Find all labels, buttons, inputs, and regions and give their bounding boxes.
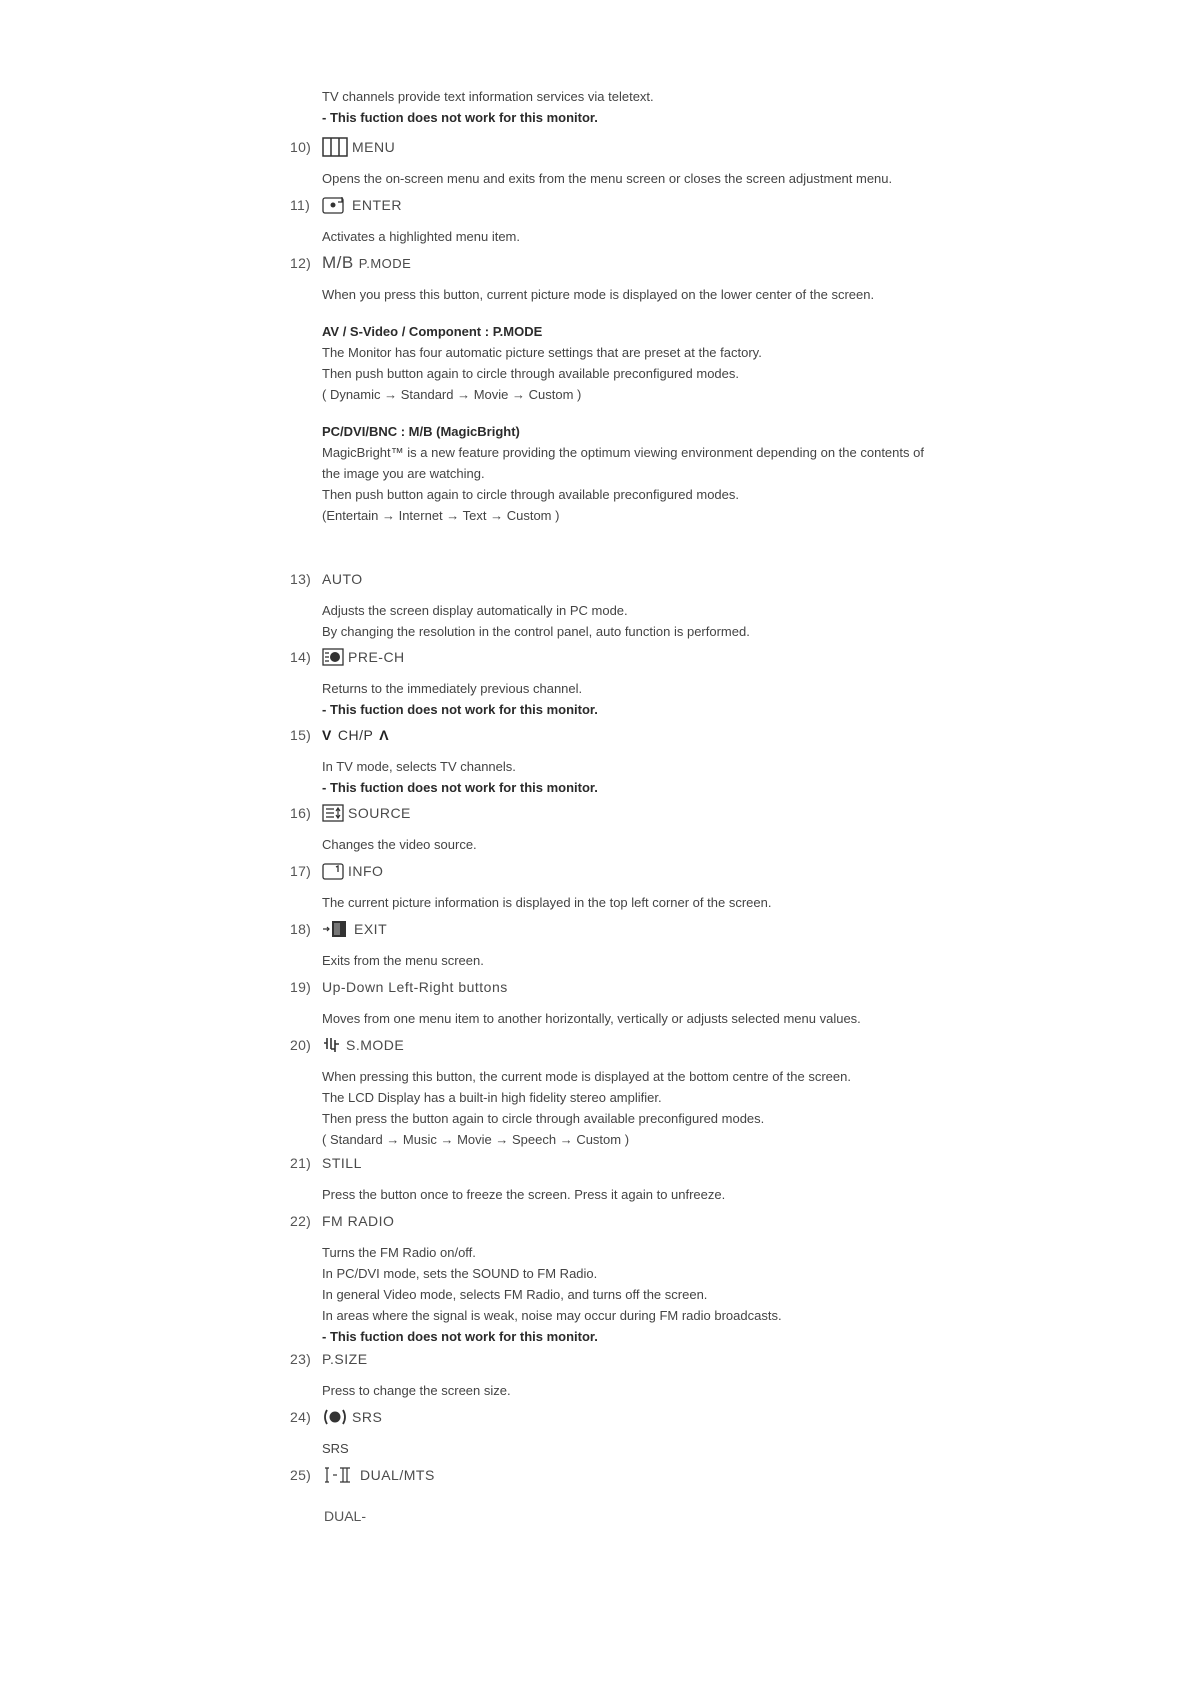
item-description: When pressing this button, the current mode is displayed at the bottom centre of the screen.	[322, 1069, 851, 1084]
item-menu	[290, 134, 1150, 189]
item-dual-mts	[290, 1462, 1150, 1527]
intro-note: - This fuction does not work for this monitor.	[322, 110, 598, 125]
sub-section-line: The Monitor has four automatic picture settings that are preset at the factory.	[322, 345, 762, 360]
item-arrow-buttons	[290, 974, 1150, 1029]
sub-section-line: MagicBright™ is a new feature providing the optimum viewing environment depending on the contents of	[322, 445, 924, 460]
item-note: - This fuction does not work for this monitor.	[322, 1329, 598, 1344]
item-auto	[290, 566, 1150, 642]
exit-icon	[322, 919, 350, 939]
item-pre-ch	[290, 644, 1150, 720]
item-description: Changes the video source.	[322, 837, 477, 852]
item-number: 18)	[290, 921, 312, 937]
item-number: 19)	[290, 979, 312, 995]
item-description: By changing the resolution in the control panel, auto function is performed.	[322, 624, 750, 639]
item-description: In TV mode, selects TV channels.	[322, 759, 516, 774]
sub-section-line: ( Dynamic → Standard → Movie → Custom )	[322, 387, 582, 402]
item-description: SRS	[322, 1441, 349, 1456]
item-description: Activates a highlighted menu item.	[322, 229, 520, 244]
item-number: 17)	[290, 863, 312, 879]
item-number: 20)	[290, 1037, 312, 1053]
srs-icon	[322, 1407, 348, 1427]
source-icon	[322, 803, 344, 823]
item-number: 25)	[290, 1467, 312, 1483]
item-fm-radio	[290, 1208, 1150, 1347]
item-number: 16)	[290, 805, 312, 821]
sub-section-line: Then push button again to circle through available preconfigured modes.	[322, 487, 739, 502]
sub-section-line: Then push button again to circle through available preconfigured modes.	[322, 366, 739, 381]
item-s-mode	[290, 1032, 1150, 1150]
sub-section-line: the image you are watching.	[322, 466, 485, 481]
item-title: AUTO	[322, 571, 363, 587]
item-title: S.MODE	[346, 1037, 405, 1053]
item-still	[290, 1150, 1150, 1205]
channel-down-icon: V	[322, 727, 332, 743]
item-title: PRE-CH	[348, 649, 405, 665]
item-title: P.SIZE	[322, 1351, 368, 1367]
item-description: In PC/DVI mode, sets the SOUND to FM Radio.	[322, 1266, 598, 1281]
enter-icon	[322, 195, 348, 215]
item-description: Moves from one menu item to another horizontally, vertically or adjusts selected menu values.	[322, 1011, 861, 1026]
sub-section-title: PC/DVI/BNC : M/B (MagicBright)	[322, 424, 520, 439]
sub-section-title: AV / S-Video / Component : P.MODE	[322, 324, 543, 339]
item-ch-p	[290, 722, 1150, 798]
item-description: The current picture information is displayed in the top left corner of the screen.	[322, 895, 772, 910]
item-p-mode	[290, 250, 1150, 526]
sub-section-line: (Entertain → Internet → Text → Custom )	[322, 508, 560, 523]
menu-grid-icon	[322, 137, 348, 157]
item-title: CH/P	[337, 727, 374, 743]
item-enter	[290, 192, 1150, 247]
item-number: 14)	[290, 649, 312, 665]
dual-label: DUAL-	[324, 1508, 367, 1524]
item-description: ( Standard → Music → Movie → Speech → Custom )	[322, 1132, 630, 1147]
item-source	[290, 800, 1150, 855]
item-title: SOURCE	[348, 805, 411, 821]
item-title: MENU	[352, 139, 396, 155]
info-icon	[322, 861, 344, 881]
item-number: 22)	[290, 1213, 312, 1229]
item-description: Adjusts the screen display automatically in PC mode.	[322, 603, 628, 618]
item-title: SRS	[352, 1409, 383, 1425]
item-number: 24)	[290, 1409, 312, 1425]
item-info	[290, 858, 1150, 913]
item-description: Exits from the menu screen.	[322, 953, 484, 968]
item-description: Then press the button again to circle through available preconfigured modes.	[322, 1111, 765, 1126]
item-title: ENTER	[352, 197, 402, 213]
item-number: 23)	[290, 1351, 312, 1367]
item-title: P.MODE	[358, 255, 412, 271]
item-note: - This fuction does not work for this monitor.	[322, 702, 598, 717]
channel-up-icon: Λ	[379, 727, 390, 743]
item-number: 12)	[290, 255, 312, 271]
item-number: 21)	[290, 1155, 312, 1171]
dual-mts-icon	[322, 1465, 356, 1485]
item-number: 10)	[290, 139, 312, 155]
teletext-intro	[322, 86, 1142, 128]
item-description: Press to change the screen size.	[322, 1383, 511, 1398]
item-p-size	[290, 1346, 1150, 1401]
item-number: 13)	[290, 571, 312, 587]
item-description: The LCD Display has a built-in high fidelity stereo amplifier.	[322, 1090, 662, 1105]
item-note: - This fuction does not work for this monitor.	[322, 780, 598, 795]
item-description: Press the button once to freeze the screen. Press it again to unfreeze.	[322, 1187, 726, 1202]
item-description: Returns to the immediately previous channel.	[322, 681, 583, 696]
item-description: In areas where the signal is weak, noise may occur during FM radio broadcasts.	[322, 1308, 782, 1323]
item-title: EXIT	[354, 921, 388, 937]
item-description: In general Video mode, selects FM Radio, and turns off the screen.	[322, 1287, 708, 1302]
item-number: 15)	[290, 727, 312, 743]
item-description: When you press this button, current picture mode is displayed on the lower center of the screen.	[322, 287, 875, 302]
item-number: 11)	[290, 197, 311, 213]
item-title: FM RADIO	[322, 1213, 395, 1229]
sound-mode-icon	[322, 1035, 342, 1055]
pre-ch-icon	[322, 647, 344, 667]
intro-text: TV channels provide text information services via teletext.	[322, 89, 654, 104]
mb-prefix: M/B	[322, 253, 354, 272]
item-title: INFO	[348, 863, 384, 879]
item-exit	[290, 916, 1150, 971]
item-description: Turns the FM Radio on/off.	[322, 1245, 476, 1260]
item-title: Up-Down Left-Right buttons	[322, 979, 508, 995]
item-title: STILL	[322, 1155, 362, 1171]
item-srs	[290, 1404, 1150, 1459]
item-title: DUAL/MTS	[360, 1467, 435, 1483]
item-description: Opens the on-screen menu and exits from the menu screen or closes the screen adjustment menu.	[322, 171, 893, 186]
